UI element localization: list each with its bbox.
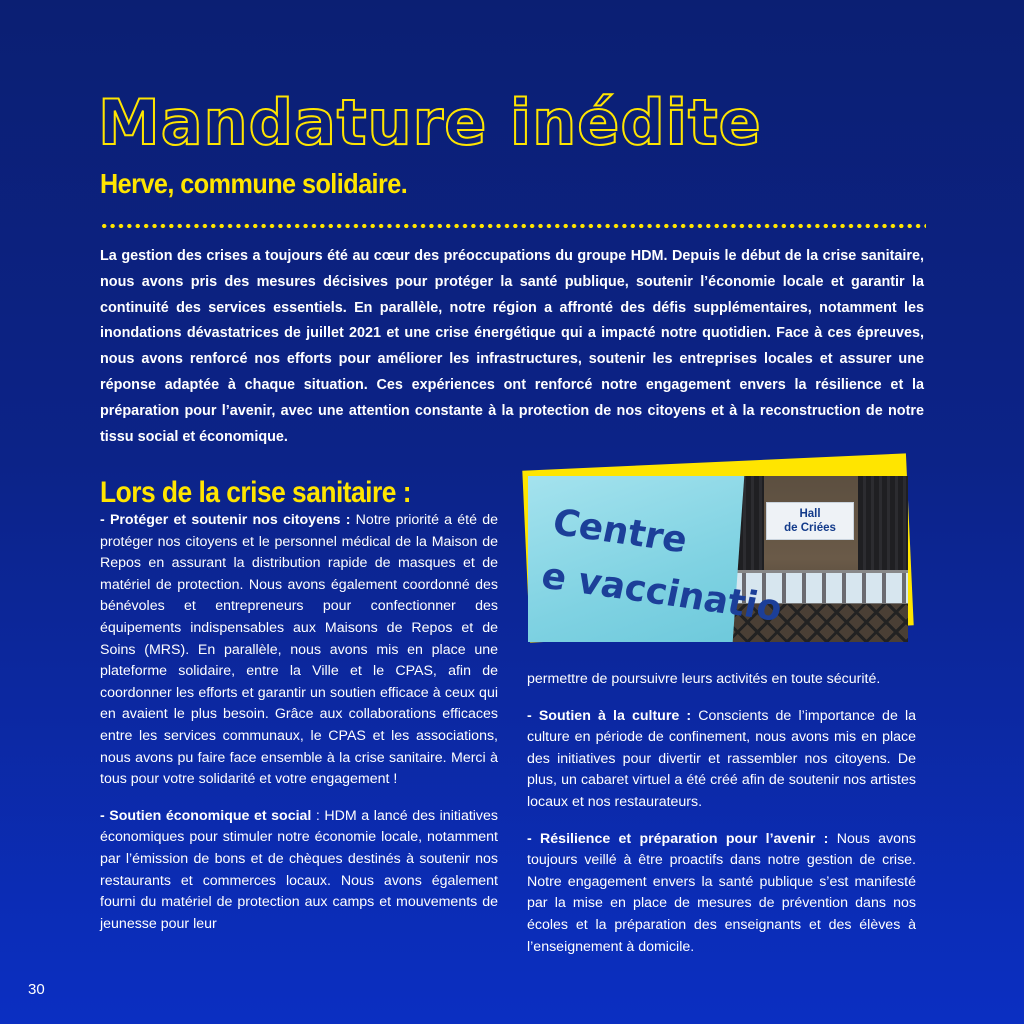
item-heading: - Résilience et préparation pour l’avenir : — [527, 830, 829, 847]
page-subtitle: Herve, commune solidaire. — [100, 168, 408, 199]
left-column — [100, 510, 498, 950]
page-title: Mandature inédite — [98, 86, 762, 159]
item-text: Notre priorité a été de protéger nos citoyens et le personnel médical de la Maison de Repos en assurant la distribution rapide de masques et de matériel de protection. Nous avons également coordonné des bénévoles et entrepreneurs pour confectionner des équipements indispensables aux Maisons de Repos et de Soins (MRS). En parallèle, nous avons mis en place une plateforme solidaire, entre la Ville et le CPAS, afin de coordonner les efforts et garantir un soutien efficace à ceux qui en avaient le plus besoin. Grâce aux collaborations efficaces entre les services communaux, le CPAS et les associations, nous avons pu faire face ensemble à la crise sanitaire. Merci à tous pour votre solidarité et votre engagement ! — [100, 512, 499, 788]
vaccination-banner — [528, 476, 786, 642]
section-title: Lors de la crise sanitaire : — [100, 476, 411, 509]
item-text: : HDM a lancé des initiatives économiques pour stimuler notre économie locale, notamment par l’émission de bons et de chèques destinés à soutenir nos restaurants et commerces locaux. Nous avons également fourni du matériel de protection aux camps et mouvements de jeunesse pour leur — [100, 807, 499, 932]
hall-sign-line: Hall — [799, 508, 821, 520]
page-number: 30 — [28, 981, 45, 998]
vaccination-centre-photo — [520, 462, 910, 642]
hall-sign-line: de Criées — [784, 522, 836, 534]
item-protect-citizens — [100, 510, 498, 791]
photo-image — [528, 476, 908, 642]
item-heading: - Soutien économique et social — [100, 807, 312, 824]
item-heading: - Soutien à la culture : — [527, 707, 692, 724]
right-column — [527, 669, 916, 973]
item-culture-support — [527, 706, 916, 814]
item-text: permettre de poursuivre leurs activités en toute sécurité. — [527, 671, 881, 687]
item-text: Conscients de l’importance de la culture en période de confinement, nous avons mis en place des initiatives pour divertir et rassembler nos citoyens. De plus, un cabaret virtuel a été créé afin de soutenir nos artistes locaux et nos restaurateurs. — [527, 707, 916, 810]
item-text: Nous avons toujours veillé à être proactifs dans notre gestion de crise. Notre engagement envers la santé publique s’est manifesté par la mise en place de mesures de prévention dans nos écoles et la préparation des enseignants et des élèves à l’enseignement à domicile. — [527, 830, 916, 955]
item-continuation — [527, 669, 916, 691]
item-resilience — [527, 829, 916, 959]
item-economic-support — [100, 806, 498, 936]
dotted-divider — [100, 223, 926, 229]
banner-line: e vaccinatio — [537, 555, 786, 630]
banner-line: Centre — [549, 501, 691, 562]
intro-paragraph: La gestion des crises a toujours été au cœur des préoccupations du groupe HDM. Depuis le début de la crise sanitaire, nous avons pris des mesures décisives pour protéger la santé publique, soutenir l’économie locale et garantir la continuité des services essentiels. En parallèle, notre région a affronté des défis supplémentaires, notamment les inondations dévastatrices de juillet 2021 et une crise énergétique qui a impacté notre quotidien. Face à ces épreuves, nous avons renforcé nos efforts pour améliorer les infrastructures, soutenir les entreprises locales et assurer une réponse adaptée à chaque situation. Ces expériences ont renforcé notre engagement envers la résilience et la préparation pour l’avenir, avec une attention constante à la protection de nos citoyens et à la reconstruction de notre tissu social et économique. — [100, 248, 924, 445]
item-heading: - Protéger et soutenir nos citoyens : — [100, 512, 351, 528]
